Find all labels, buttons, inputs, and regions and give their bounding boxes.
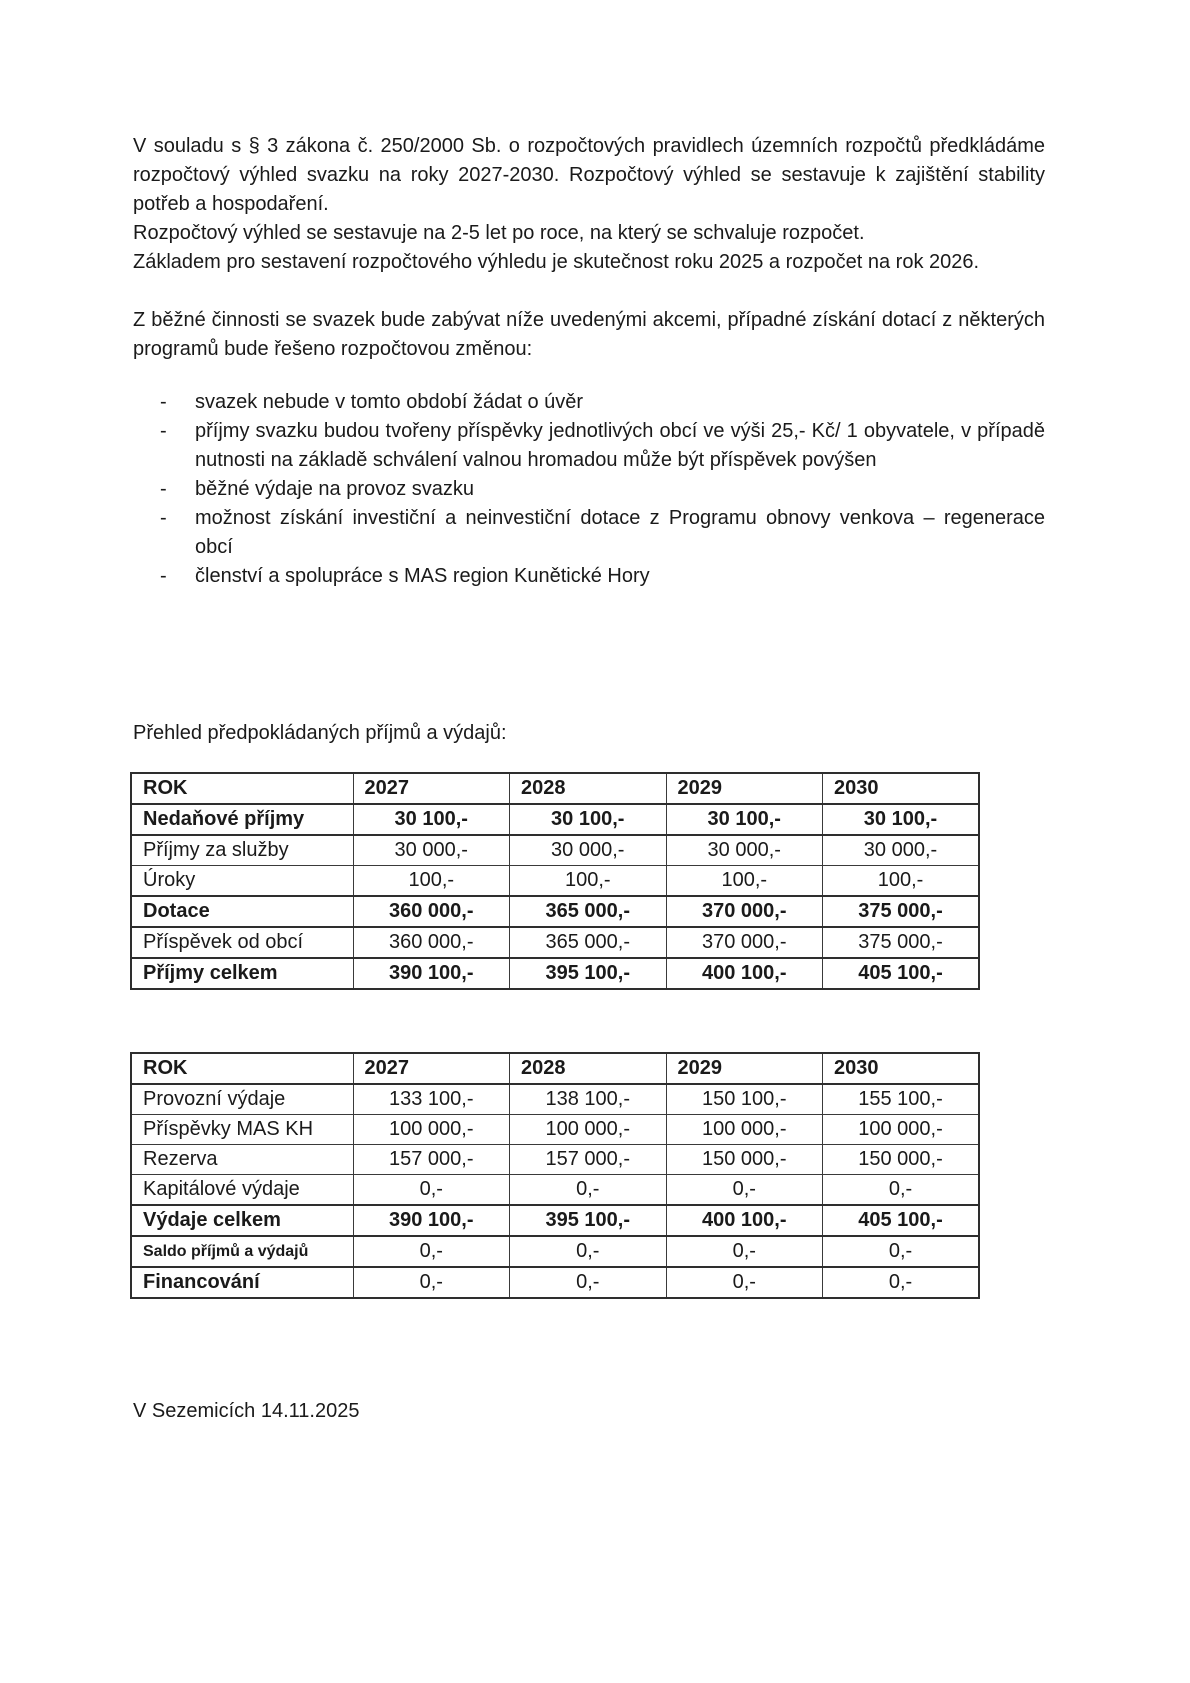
value-cell: 157 000,- bbox=[510, 1145, 667, 1175]
value-cell: 405 100,- bbox=[823, 958, 980, 989]
bullet-text: členství a spolupráce s MAS region Kunětické Hory bbox=[195, 565, 650, 587]
table-row bbox=[131, 804, 979, 835]
paragraph-outlook-period: Rozpočtový výhled se sestavuje na 2-5 let po roce, na který se schvaluje rozpočet. bbox=[133, 222, 865, 244]
table-row bbox=[131, 1205, 979, 1236]
row-label-cell: Příspěvky MAS KH bbox=[131, 1115, 353, 1145]
value-cell: 0,- bbox=[823, 1175, 980, 1206]
table-row bbox=[131, 958, 979, 989]
table-row bbox=[131, 896, 979, 927]
value-cell: 30 000,- bbox=[353, 835, 510, 866]
value-cell: 100 000,- bbox=[353, 1115, 510, 1145]
value-cell: 150 000,- bbox=[666, 1145, 823, 1175]
value-cell: 0,- bbox=[353, 1236, 510, 1267]
value-cell: 360 000,- bbox=[353, 927, 510, 958]
value-cell: 360 000,- bbox=[353, 896, 510, 927]
value-cell: 100 000,- bbox=[666, 1115, 823, 1145]
value-cell: 155 100,- bbox=[823, 1084, 980, 1115]
table-row bbox=[131, 866, 979, 897]
table-header-row bbox=[131, 1053, 979, 1084]
list-item bbox=[133, 388, 1045, 417]
value-cell: 375 000,- bbox=[823, 896, 980, 927]
row-label-cell: Dotace bbox=[131, 896, 353, 927]
row-label-cell: Financování bbox=[131, 1267, 353, 1298]
table-row bbox=[131, 835, 979, 866]
value-cell: 30 100,- bbox=[353, 804, 510, 835]
value-cell: 405 100,- bbox=[823, 1205, 980, 1236]
document-content bbox=[133, 132, 1045, 1426]
row-label-cell: Kapitálové výdaje bbox=[131, 1175, 353, 1206]
table-row bbox=[131, 1175, 979, 1206]
paragraph-legal-basis: V souladu s § 3 zákona č. 250/2000 Sb. o rozpočtových pravidlech územních rozpočtů předkládáme rozpočtový výhled svazku na roky 2027-2030. Rozpočtový výhled se sestavuje k zajištění stability potřeb a hospodaření. bbox=[133, 135, 1045, 215]
table-row bbox=[131, 1145, 979, 1175]
tables-heading: Přehled předpokládaných příjmů a výdajů: bbox=[133, 722, 507, 744]
value-cell: 0,- bbox=[510, 1175, 667, 1206]
value-cell: 100 000,- bbox=[510, 1115, 667, 1145]
bullet-marker: - bbox=[160, 478, 167, 500]
table-row bbox=[131, 927, 979, 958]
column-header-rok: ROK bbox=[131, 1053, 353, 1084]
table-row bbox=[131, 1115, 979, 1145]
bullet-text: možnost získání investiční a neinvestiční dotace z Programu obnovy venkova – regenerace obcí bbox=[195, 507, 1045, 558]
bullet-marker: - bbox=[160, 391, 167, 413]
list-item bbox=[133, 504, 1045, 562]
list-item bbox=[133, 475, 1045, 504]
column-header-rok: ROK bbox=[131, 773, 353, 804]
value-cell: 390 100,- bbox=[353, 958, 510, 989]
table-header-row bbox=[131, 773, 979, 804]
value-cell: 0,- bbox=[353, 1267, 510, 1298]
value-cell: 370 000,- bbox=[666, 927, 823, 958]
value-cell: 30 000,- bbox=[823, 835, 980, 866]
paragraph-outlook-base: Základem pro sestavení rozpočtového výhledu je skutečnost roku 2025 a rozpočet na rok 2026. bbox=[133, 251, 980, 273]
value-cell: 0,- bbox=[823, 1236, 980, 1267]
value-cell: 395 100,- bbox=[510, 958, 667, 989]
paragraph-activities-intro: Z běžné činnosti se svazek bude zabývat níže uvedenými akcemi, případné získání dotací z některých programů bude řešeno rozpočtovou změnou: bbox=[133, 309, 1045, 360]
column-header-year: 2028 bbox=[510, 1053, 667, 1084]
row-label-cell: Nedaňové příjmy bbox=[131, 804, 353, 835]
value-cell: 30 000,- bbox=[510, 835, 667, 866]
row-label-cell: Příjmy za služby bbox=[131, 835, 353, 866]
column-header-year: 2030 bbox=[823, 1053, 980, 1084]
row-label-cell: Provozní výdaje bbox=[131, 1084, 353, 1115]
value-cell: 0,- bbox=[510, 1236, 667, 1267]
expense-table bbox=[130, 1052, 980, 1299]
value-cell: 138 100,- bbox=[510, 1084, 667, 1115]
value-cell: 150 000,- bbox=[823, 1145, 980, 1175]
bullet-marker: - bbox=[160, 565, 167, 587]
value-cell: 100,- bbox=[666, 866, 823, 897]
value-cell: 0,- bbox=[666, 1236, 823, 1267]
row-label-cell: Rezerva bbox=[131, 1145, 353, 1175]
column-header-year: 2028 bbox=[510, 773, 667, 804]
column-header-year: 2029 bbox=[666, 1053, 823, 1084]
value-cell: 0,- bbox=[353, 1175, 510, 1206]
value-cell: 0,- bbox=[823, 1267, 980, 1298]
value-cell: 100,- bbox=[823, 866, 980, 897]
value-cell: 370 000,- bbox=[666, 896, 823, 927]
value-cell: 390 100,- bbox=[353, 1205, 510, 1236]
list-item bbox=[133, 562, 1045, 591]
row-label-cell: Úroky bbox=[131, 866, 353, 897]
place-and-date-line: V Sezemicích 14.11.2025 bbox=[133, 1400, 360, 1422]
value-cell: 100 000,- bbox=[823, 1115, 980, 1145]
column-header-year: 2029 bbox=[666, 773, 823, 804]
value-cell: 30 100,- bbox=[510, 804, 667, 835]
value-cell: 30 100,- bbox=[823, 804, 980, 835]
value-cell: 0,- bbox=[510, 1267, 667, 1298]
column-header-year: 2030 bbox=[823, 773, 980, 804]
income-table bbox=[130, 772, 980, 990]
bullet-marker: - bbox=[160, 420, 167, 442]
value-cell: 375 000,- bbox=[823, 927, 980, 958]
value-cell: 395 100,- bbox=[510, 1205, 667, 1236]
value-cell: 365 000,- bbox=[510, 927, 667, 958]
value-cell: 100,- bbox=[353, 866, 510, 897]
table-row bbox=[131, 1267, 979, 1298]
value-cell: 30 100,- bbox=[666, 804, 823, 835]
bullet-list bbox=[133, 388, 1045, 591]
table-row bbox=[131, 1084, 979, 1115]
list-item bbox=[133, 417, 1045, 475]
bullet-marker: - bbox=[160, 507, 167, 529]
value-cell: 133 100,- bbox=[353, 1084, 510, 1115]
row-label-cell: Výdaje celkem bbox=[131, 1205, 353, 1236]
row-label-cell: Saldo příjmů a výdajů bbox=[131, 1236, 353, 1267]
value-cell: 400 100,- bbox=[666, 958, 823, 989]
column-header-year: 2027 bbox=[353, 1053, 510, 1084]
value-cell: 150 100,- bbox=[666, 1084, 823, 1115]
value-cell: 157 000,- bbox=[353, 1145, 510, 1175]
bullet-text: svazek nebude v tomto období žádat o úvěr bbox=[195, 391, 584, 413]
bullet-text: příjmy svazku budou tvořeny příspěvky jednotlivých obcí ve výši 25,- Kč/ 1 obyvatele, v případě nutnosti na základě schválení valnou hromadou může být příspěvek povýšen bbox=[195, 420, 1045, 471]
column-header-year: 2027 bbox=[353, 773, 510, 804]
value-cell: 0,- bbox=[666, 1267, 823, 1298]
value-cell: 0,- bbox=[666, 1175, 823, 1206]
value-cell: 30 000,- bbox=[666, 835, 823, 866]
value-cell: 365 000,- bbox=[510, 896, 667, 927]
table-row bbox=[131, 1236, 979, 1267]
value-cell: 400 100,- bbox=[666, 1205, 823, 1236]
row-label-cell: Příjmy celkem bbox=[131, 958, 353, 989]
value-cell: 100,- bbox=[510, 866, 667, 897]
bullet-text: běžné výdaje na provoz svazku bbox=[195, 478, 475, 500]
row-label-cell: Příspěvek od obcí bbox=[131, 927, 353, 958]
